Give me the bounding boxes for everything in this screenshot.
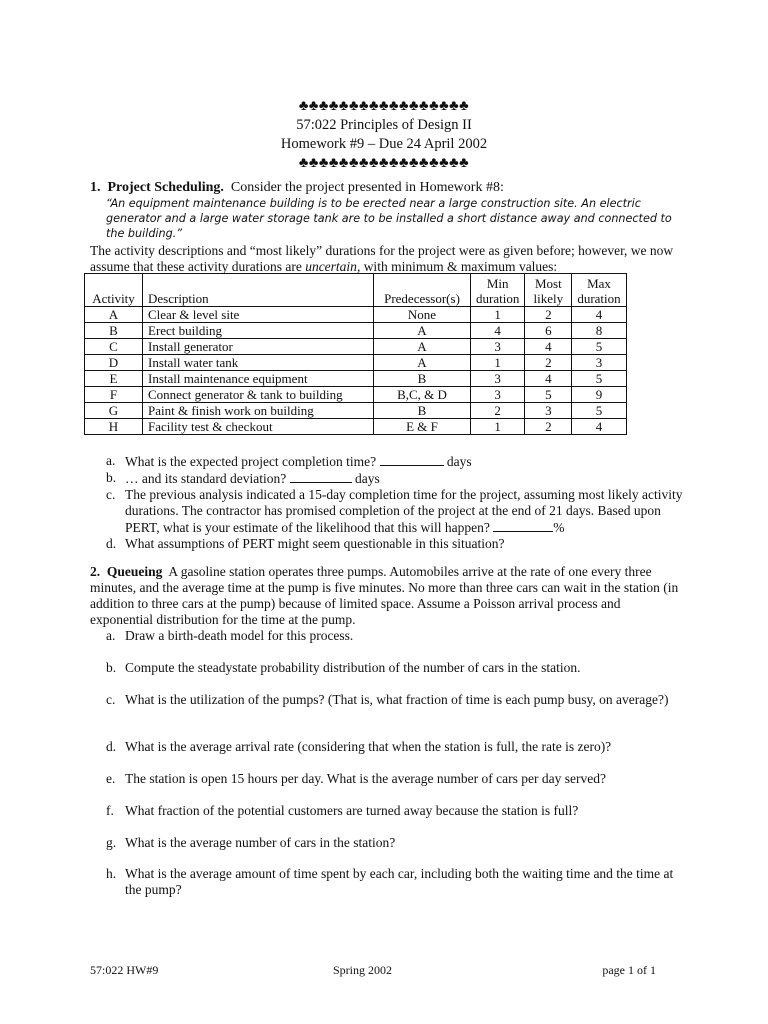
question-1-intro: Consider the project presented in Homework #8:: [230, 180, 504, 195]
table-row: B Erect building A 4 6 8: [85, 323, 627, 339]
question-1-title: Project Scheduling.: [107, 180, 224, 195]
question-2-part-d: d. What is the average arrival rate (considering that when the station is full, the rate is zero)?: [106, 739, 612, 754]
header-description: Description: [143, 274, 374, 307]
answer-blank-c[interactable]: [493, 519, 553, 532]
question-2-part-g: g. What is the average number of cars in the station?: [106, 835, 396, 850]
question-1-parts: [106, 453, 686, 552]
table-row: E Install maintenance equipment B 3 4 5: [85, 371, 627, 387]
question-2-part-f: f. What fraction of the potential customers are turned away because the station is full?: [106, 803, 579, 818]
header-min: Min duration: [471, 274, 525, 307]
emphasis-uncertain: uncertain: [305, 259, 357, 274]
table-row: F Connect generator & tank to building B,C, & D 3 5 9: [85, 387, 627, 403]
table-row: A Clear & level site None 1 2 4: [85, 307, 627, 323]
question-1-part-d: d. What assumptions of PERT might seem questionable in this situation?: [106, 536, 505, 551]
question-2: [90, 564, 680, 628]
question-1-heading: [90, 180, 690, 196]
table-row: G Paint & finish work on building B 2 3 5: [85, 403, 627, 419]
header-max: Max duration: [572, 274, 626, 307]
footer-page-number: page 1 of 1: [602, 963, 656, 977]
ornament-bottom: ♣♣♣♣♣♣♣♣♣♣♣♣♣♣♣♣♣: [298, 155, 470, 171]
course-title: 57:022 Principles of Design II: [296, 117, 472, 133]
answer-blank-b[interactable]: [290, 470, 352, 483]
header-likely: Most likely: [525, 274, 572, 307]
question-2-number: 2.: [90, 564, 101, 579]
question-1-number: 1.: [90, 180, 101, 195]
table-row: H Facility test & checkout E & F 1 2 4: [85, 419, 627, 435]
question-2-title: Queueing: [106, 564, 163, 579]
project-quote: “An equipment maintenance building is to be erected near a large construction site. An electric generator and a large water storage tank are to be installed a short distance away and connected to the building.”: [106, 197, 672, 240]
question-2-intro: A gasoline station operates three pumps. Automobiles arrive at the rate of one every three minutes, and the average time at the pump is five minutes. No more than three cars can wait in the station (in addition to three cars at the pump) because of limited space. Assume a Poisson arrival process and exponential distribution for the time at the pump.: [90, 564, 679, 627]
table-header-row: [85, 274, 627, 307]
question-1: [90, 180, 690, 275]
question-2-part-e: e. The station is open 15 hours per day. What is the average number of cars per day served?: [106, 771, 606, 786]
question-2-part-b: b. Compute the steadystate probability distribution of the number of cars in the station.: [106, 660, 581, 675]
answer-blank-a[interactable]: [380, 453, 444, 466]
table-row: C Install generator A 3 4 5: [85, 339, 627, 355]
question-2-part-a: a. Draw a birth-death model for this process.: [106, 628, 354, 643]
footer-course: 57:022 HW#9: [90, 963, 159, 977]
question-2-part-c: c. What is the utilization of the pumps? (That is, what fraction of time is each pump busy, on average?): [106, 692, 669, 707]
document-header: [0, 97, 768, 173]
question-1-paragraph: The activity descriptions and “most likely” durations for the project were as given before; however, we now assume that these activity durations are uncertain, with minimum & maximum values:: [90, 243, 674, 274]
question-1-part-b: b. … and its standard deviation? days: [106, 470, 380, 486]
ornament-top: ♣♣♣♣♣♣♣♣♣♣♣♣♣♣♣♣♣: [298, 98, 470, 114]
table-row: D Install water tank A 1 2 3: [85, 355, 627, 371]
question-2-part-h: h. What is the average amount of time spent by each car, including both the waiting time and the time at the pump?: [106, 866, 674, 897]
homework-title: Homework #9 – Due 24 April 2002: [280, 136, 488, 152]
question-1-part-a: a. What is the expected project completion time? days: [106, 453, 472, 469]
footer-term: Spring 2002: [333, 963, 393, 977]
activity-table: [84, 273, 627, 435]
question-1-part-c: c. The previous analysis indicated a 15-day completion time for the project, assuming most likely activity durations. The contractor has promised completion of the project at the end of 21 days. Based upon PERT, what is your estimate of the likelihood that this will happen? %: [106, 487, 683, 535]
header-activity: Activity: [85, 274, 143, 307]
question-2-intro-block: [90, 564, 680, 628]
header-predecessors: Predecessor(s): [374, 274, 471, 307]
